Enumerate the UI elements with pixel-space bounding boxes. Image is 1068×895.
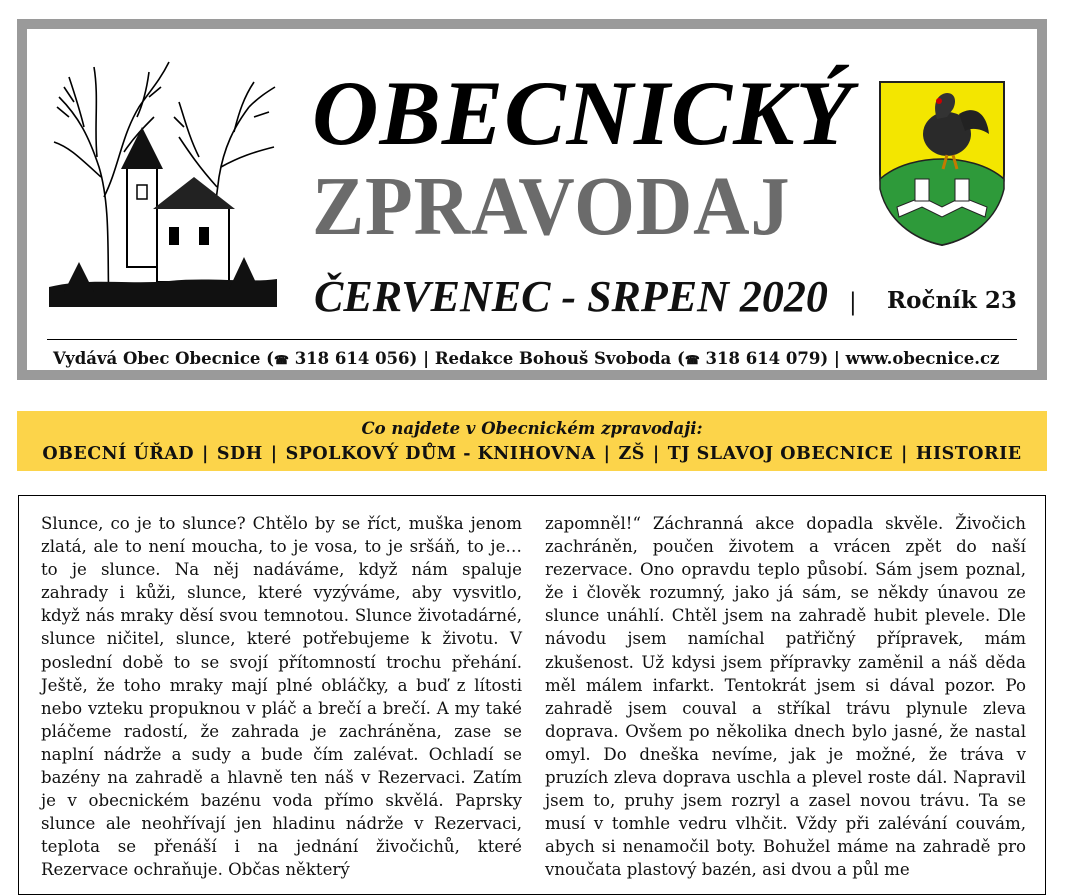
editor-text: ) | Redakce Bohouš Svoboda (	[409, 349, 685, 368]
contents-item[interactable]: SDH	[216, 444, 263, 464]
contents-separator: |	[901, 444, 908, 464]
contents-item[interactable]: HISTORIE	[915, 444, 1022, 464]
title-line-1: OBECNICKÝ	[312, 62, 853, 164]
contents-item[interactable]: ZŠ	[618, 444, 645, 464]
contents-list	[17, 444, 1047, 464]
contents-item[interactable]: OBECNÍ ÚŘAD	[42, 444, 195, 464]
publisher-phone: 318 614 056	[294, 349, 410, 368]
contents-banner	[17, 411, 1047, 471]
contents-item[interactable]: SPOLKOVÝ DŮM - KNIHOVNA	[285, 444, 596, 464]
article-paragraph: Slunce, co je to slunce? Chtělo by se říct, muška jenom zlatá, ale to není moucha, to je vosa, to je sršáň, to je… to je slunce. Na něj nadáváme, když nám spaluje zahrady i kůži, slunce, které vyzýváme, aby vysvitlo, když nás mraky děsí svou temnotou. Slunce životadárné, slunce ničitel, slunce, které potřebujeme k životu. V poslední době to se svojí přítomností trochu přehání. Ještě, že toho mraky mají plné obláčky, a buď z lítosti nebo vzteku propuknou v pláč a brečí a brečí. A my také pláčeme radostí, že zahrada je zachráněna, zase se naplní nádrže a sudy a bude čím zalévat. Ochladí se bazény na zahradě a hlavně ten náš v Rezervaci. Zatím je v obecnickém bazénu voda přímo skvělá. Paprsky slunce ale neohřívají jen hladinu nádrže v Rezervaci, teplota se přenáší i na jednání živočichů, které Rezervace ochraňuje. Občas některý	[41, 514, 522, 880]
contents-separator: |	[202, 444, 209, 464]
contents-separator: |	[652, 444, 660, 464]
volume-number: Ročník 23	[887, 287, 1017, 314]
phone-icon: ☎	[274, 353, 289, 367]
publisher-text: Vydává Obec Obecnice (	[53, 349, 274, 368]
contents-item[interactable]: TJ SLAVOJ OBECNICE	[667, 444, 894, 464]
masthead	[27, 29, 1037, 370]
phone-icon: ☎	[684, 353, 700, 367]
contents-separator: |	[270, 444, 278, 464]
contents-separator: |	[603, 444, 611, 464]
masthead-rule	[47, 339, 1017, 340]
municipal-crest-icon	[877, 79, 1007, 247]
editor-phone: 318 614 079	[705, 349, 821, 368]
article-paragraph: zapomněl!“ Záchranná akce dopadla skvěle. Živočich zachráněn, poučen životem a vrácen zpět do naší rezervace. Ono opravdu teplo působí. Sám jsem poznal, že i člověk rozumný, jako já sám, se někdy únavou ze slunce unáhlí. Chtěl jsem na zahradě hubit plevele. Dle návodu jsem namíchal patřičný přípravek, mám zkušenost. Už kdysi jsem přípravky zaměnil a náš děda měl málem infarkt. Tentokrát jsem si dával pozor. Po zahradě jsem couval a stříkal trávu plynule zleva doprava. Ovšem po několika dnech bylo jasné, že nastal omyl. Do dneška nevíme, jak je možné, že tráva v pruzích zleva doprava uschla a plevel roste dál. Napravil jsem to, pruhy jsem rozryl a zasel novou trávu. Ta se musí v tomhle vedru vlhčit. Vždy při zalévání couvám, abych si nenamočil boty. Bohužel máme na zahradě pro vnoučata plastový bazén, asi dvou a půl me	[545, 514, 1026, 880]
church-illustration	[49, 57, 277, 307]
article-column-1	[41, 512, 522, 882]
issue-separator: |	[850, 287, 856, 316]
masthead-frame	[17, 19, 1047, 380]
website-link[interactable]: ) | www.obecnice.cz	[820, 349, 1000, 368]
issue-date: ČERVENEC - SRPEN 2020	[314, 272, 828, 321]
publisher-line	[53, 349, 1013, 368]
article-box	[18, 495, 1046, 895]
article-column-2	[545, 512, 1026, 882]
contents-heading: Co najdete v Obecnickém zpravodaji:	[361, 419, 703, 438]
title-line-2: ZPRAVODAJ	[312, 160, 791, 253]
